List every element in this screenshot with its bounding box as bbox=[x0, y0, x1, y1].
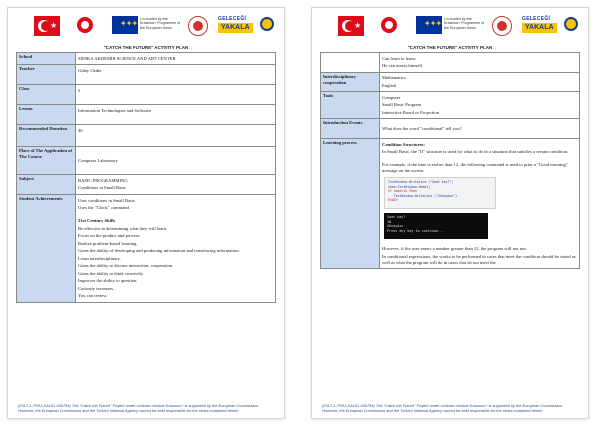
eu-flag-icon: ✦✦✦ bbox=[416, 16, 442, 34]
console-line: Saat kaç? bbox=[387, 215, 406, 219]
discipline-item: English bbox=[382, 82, 397, 88]
code-line: TextWindow.WriteLine ("Günaydın") bbox=[388, 193, 458, 198]
project-logo-emblem-icon bbox=[564, 17, 578, 31]
table-row bbox=[321, 72, 580, 92]
plan-table-left bbox=[16, 52, 276, 303]
row-value bbox=[380, 53, 580, 73]
lesson-value: Information Technologies and Software bbox=[78, 107, 151, 113]
console-line: 10 bbox=[387, 219, 392, 224]
place-value: Computer Laboratory bbox=[78, 157, 118, 163]
row-value bbox=[76, 53, 276, 65]
row-value bbox=[380, 139, 580, 269]
row-label: Interdisciplinary cooperation bbox=[321, 72, 380, 92]
project-logo-caption-bottom: YAKALA bbox=[522, 23, 557, 33]
console-line: Press any key to continue... bbox=[387, 228, 445, 233]
plan-title: "CATCH THE FUTURE" ACTIVITY PLAN bbox=[407, 45, 493, 50]
project-logo-caption-top: GELECEĞİ bbox=[522, 16, 551, 22]
achievement-line: He can assess himself. bbox=[382, 63, 424, 68]
introduction-question: What does the word "conditional" tell you? bbox=[382, 125, 462, 131]
row-label: Subject bbox=[17, 175, 76, 195]
duration-value: 40 bbox=[78, 127, 83, 133]
table-row bbox=[321, 53, 580, 73]
learning-paragraph: In conditional expressions, the works to be performed in cases that meet the condition should be stated as well as what the program will do in cases that do not meet the bbox=[382, 253, 576, 265]
project-logo-caption-bottom: YAKALA bbox=[218, 23, 253, 33]
school-badge-icon bbox=[492, 16, 512, 36]
project-logo bbox=[522, 16, 578, 36]
achievement-line: Uses conditions in Small Basic. bbox=[78, 197, 137, 203]
learning-paragraph: For example, if the time is earlier than 12, the following command is used to print a "Good morning" message on the screen. bbox=[382, 162, 568, 173]
skill-item: Improves the ability to question. bbox=[78, 278, 138, 283]
school-badge-icon bbox=[188, 16, 208, 36]
table-row bbox=[17, 175, 276, 195]
skill-item: You can review. bbox=[78, 293, 108, 298]
document-page-right bbox=[312, 8, 588, 418]
row-value bbox=[76, 125, 276, 147]
project-logo bbox=[218, 16, 274, 36]
code-line: TextWindow.WriteLine ("Saat kaç?") bbox=[388, 180, 454, 184]
skill-item: Gains the ability to think creatively. bbox=[78, 270, 144, 276]
page-footer: (2017-1-TR01-KA101-045784) The "Catch the Future" Project under contract number Erasmus+ is supported by the European Commission. However, the European Commission and the Turkish National Agency cannot be held responsible for the views contained herein. bbox=[18, 402, 259, 414]
skill-item: Learn interdisciplinary. bbox=[78, 255, 121, 261]
document-page-left bbox=[8, 8, 284, 418]
learning-paragraph: However, if the user enters a number greater than 12, the program will not run. bbox=[382, 246, 527, 251]
code-line: If saat<12 Then bbox=[388, 189, 417, 194]
turkey-flag-icon: ★ bbox=[34, 16, 60, 36]
row-value bbox=[76, 105, 276, 125]
code-line: saat=TextWindow.Read() bbox=[388, 184, 431, 189]
tool-item: Computer bbox=[382, 94, 401, 100]
table-row bbox=[17, 147, 276, 175]
table-row bbox=[17, 65, 276, 85]
table-row bbox=[17, 53, 276, 65]
row-value bbox=[76, 65, 276, 85]
row-label: Recommended Duration bbox=[17, 125, 76, 147]
row-value bbox=[76, 85, 276, 105]
achievement-line: Uses the "Clock" command. bbox=[78, 205, 130, 210]
page-footer: (2017-1-TR01-KA101-045784) The "Catch the Future" Project under contract number Erasmus+ is supported by the European Commission. However, the European Commission and the Turkish National Agency cannot be held responsible for the views contained herein. bbox=[322, 402, 563, 414]
eu-flag-icon: ✦✦✦ bbox=[112, 16, 138, 34]
table-row bbox=[17, 85, 276, 105]
console-output-screenshot bbox=[384, 213, 488, 239]
school-name: SIDIKA AKDEMİR SCIENCE AND ART CENTER bbox=[78, 55, 176, 61]
row-label: Student Achievements bbox=[17, 195, 76, 303]
row-label: School bbox=[17, 53, 76, 65]
skill-item: Gains the ability of developing and producing information and transferring information. bbox=[78, 248, 240, 253]
skill-item: Gains the ability to discuss interaction, cooperation. bbox=[78, 263, 174, 268]
subject-line: BASIC PROGRAMMING bbox=[78, 177, 128, 183]
row-label: Learning process bbox=[321, 139, 380, 269]
ministry-logo-icon bbox=[372, 16, 406, 36]
row-label: Lesson bbox=[17, 105, 76, 125]
console-line: Günaydın bbox=[387, 224, 404, 229]
achievement-line: Can learn to learn. bbox=[382, 55, 416, 61]
table-row bbox=[17, 105, 276, 125]
row-value bbox=[76, 175, 276, 195]
table-row bbox=[321, 92, 580, 119]
skill-item: Focus on the product and process. bbox=[78, 233, 141, 238]
eu-program-text: Co-funded by the Erasmus+ Programme of the European Union bbox=[444, 17, 485, 30]
row-value bbox=[76, 147, 276, 175]
plan-table-right bbox=[320, 52, 580, 269]
logo-strip bbox=[16, 16, 276, 38]
project-logo-caption-top: GELECEĞİ bbox=[218, 16, 247, 22]
learning-heading: Condition Structures: bbox=[382, 141, 425, 147]
plan-title: "CATCH THE FUTURE" ACTIVITY PLAN bbox=[103, 45, 189, 50]
row-label: Place of The Application of The Course bbox=[17, 147, 76, 175]
row-value bbox=[380, 92, 580, 119]
tool-item: Interactive Board or Projection bbox=[382, 109, 440, 115]
row-label-continued bbox=[321, 53, 380, 73]
row-value bbox=[380, 72, 580, 92]
code-screenshot bbox=[384, 177, 496, 209]
row-value bbox=[380, 119, 580, 139]
skill-item: Be effective in determining what they will learn. bbox=[78, 225, 168, 231]
row-label: Tools bbox=[321, 92, 380, 119]
table-row bbox=[321, 139, 580, 269]
logo-strip bbox=[320, 16, 580, 38]
project-logo-emblem-icon bbox=[260, 17, 274, 31]
row-label: Teacher bbox=[17, 65, 76, 85]
teacher-name: Gülay Ozdiz bbox=[78, 67, 102, 73]
table-row bbox=[17, 195, 276, 303]
learning-paragraph: In Small Basic, the "If" structure is used for what to do in a situation that satisfies a certain condition. bbox=[382, 149, 569, 154]
table-row bbox=[321, 119, 580, 139]
table-row bbox=[17, 125, 276, 147]
row-label: Introduction Events bbox=[321, 119, 380, 139]
skills-heading: 21st Century Skills bbox=[78, 218, 116, 223]
turkey-flag-icon: ★ bbox=[338, 16, 364, 36]
skill-item: Realize problem-based learning. bbox=[78, 240, 138, 246]
row-value bbox=[76, 195, 276, 303]
class-value: 5 bbox=[78, 87, 81, 93]
tool-item: Small Basic Program bbox=[382, 102, 422, 107]
ministry-logo-icon bbox=[68, 16, 102, 36]
skill-item: Curiosity increases. bbox=[78, 285, 115, 291]
subject-line: Conditions in Small Basic bbox=[78, 185, 127, 190]
discipline-item: Mathematics bbox=[382, 75, 406, 80]
eu-program-text: Co-funded by the Erasmus+ Programme of the European Union bbox=[140, 17, 181, 30]
row-label: Class bbox=[17, 85, 76, 105]
code-line: EndIf bbox=[388, 198, 398, 203]
